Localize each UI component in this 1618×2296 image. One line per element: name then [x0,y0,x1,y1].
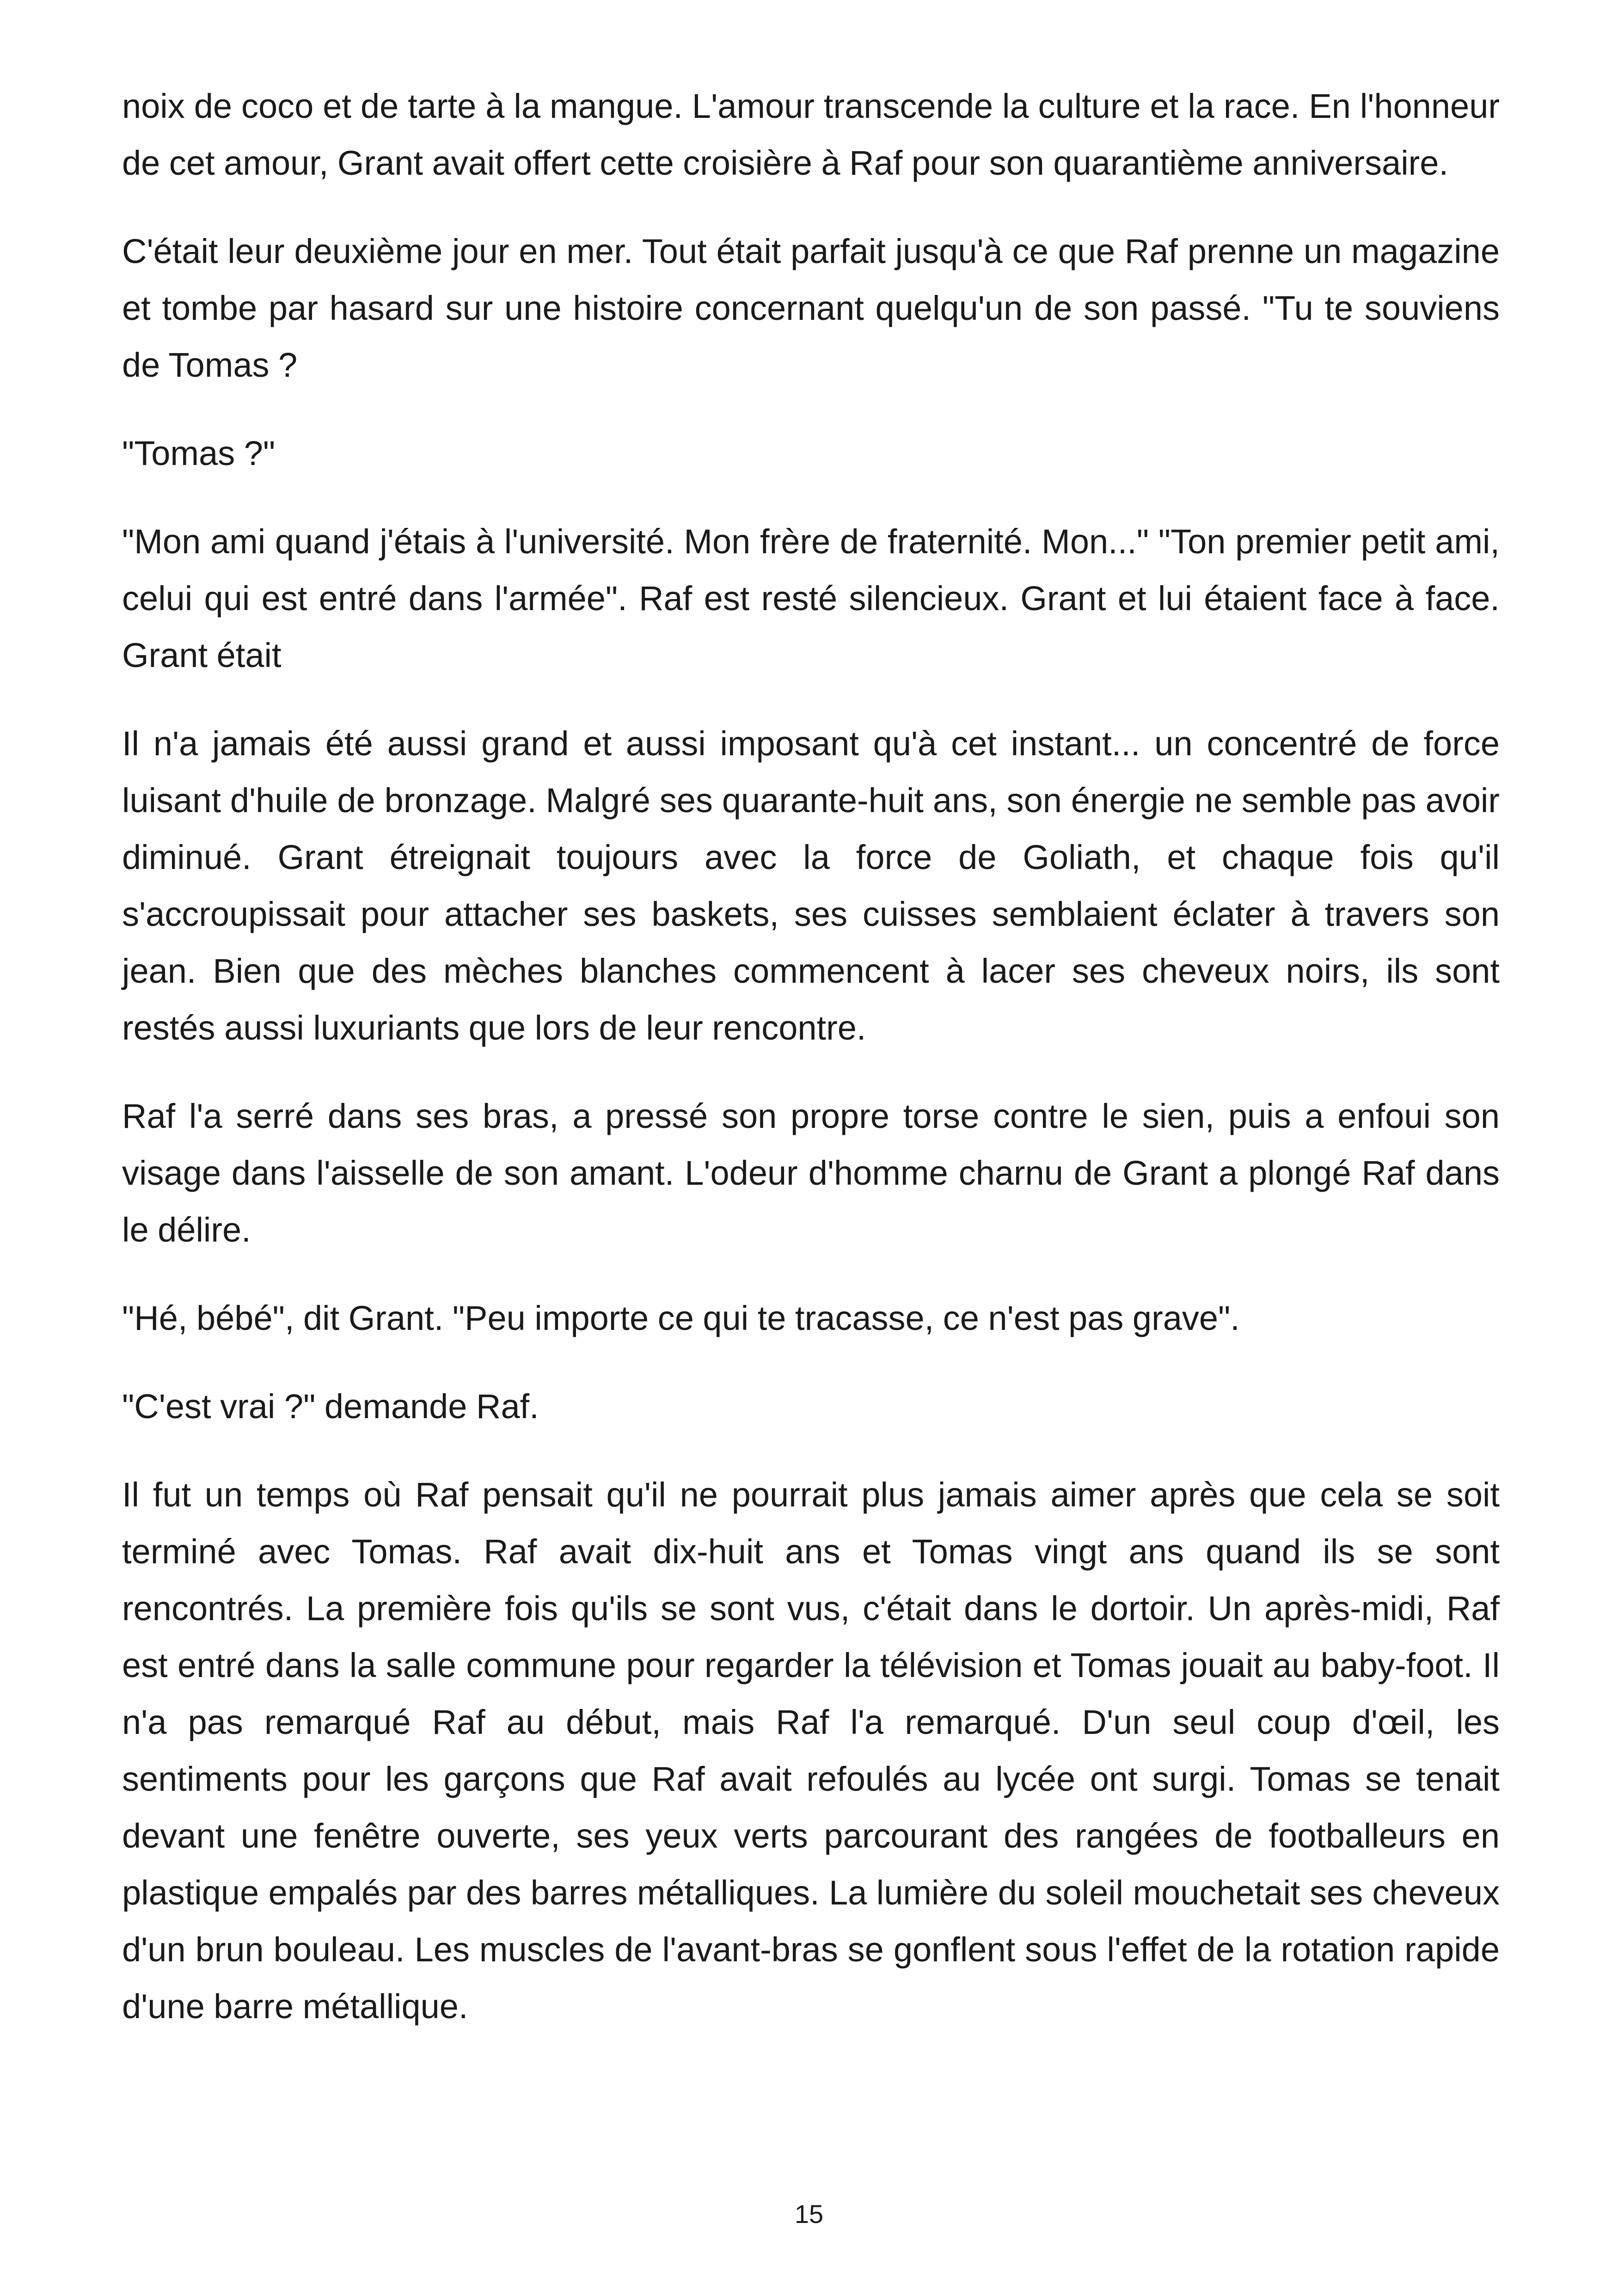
paragraph: "Tomas ?" [122,434,276,472]
page-body [122,78,1500,2066]
paragraph: noix de coco et de tarte à la mangue. L'amour transcende la culture et la race. En l'honneur de cet amour, Grant avait offert cette croisière à Raf pour son quarantième anniversaire. [122,87,1500,182]
paragraph: C'était leur deuxième jour en mer. Tout était parfait jusqu'à ce que Raf prenne un magazine et tombe par hasard sur une histoire concernant quelqu'un de son passé. "Tu te souviens de Tomas ? [122,232,1500,384]
paragraph: Raf l'a serré dans ses bras, a pressé son propre torse contre le sien, puis a enfoui son visage dans l'aisselle de son amant. L'odeur d'homme charnu de Grant a plongé Raf dans le délire. [122,1097,1500,1249]
paragraph: "Hé, bébé", dit Grant. "Peu importe ce qui te tracasse, ce n'est pas grave". [122,1299,1240,1337]
page-number: 15 [794,2199,824,2229]
paragraph: "Mon ami quand j'étais à l'université. Mon frère de fraternité. Mon..." "Ton premier petit ami, celui qui est entré dans l'armée". Raf est resté silencieux. Grant et lui étaient face à face. Grant était [122,522,1500,674]
paragraph: "C'est vrai ?" demande Raf. [122,1387,539,1426]
paragraph: Il n'a jamais été aussi grand et aussi imposant qu'à cet instant... un concentré de force luisant d'huile de bronzage. Malgré ses quarante-huit ans, son énergie ne semble pas avoir diminué. Grant étreignait toujours avec la force de Goliath, et chaque fois qu'il s'accroupissait pour attacher ses baskets, ses cuisses semblaient éclater à travers son jean. Bien que des mèches blanches commencent à lacer ses cheveux noirs, ils sont restés aussi luxuriants que lors de leur rencontre. [122,724,1500,1047]
paragraph: Il fut un temps où Raf pensait qu'il ne pourrait plus jamais aimer après que cela se soit terminé avec Tomas. Raf avait dix-huit ans et Tomas vingt ans quand ils se sont rencontrés. La première fois qu'ils se sont vus, c'était dans le dortoir. Un après-midi, Raf est entré dans la salle commune pour regarder la télévision et Tomas jouait au baby-foot. Il n'a pas remarqué Raf au début, mais Raf l'a remarqué. D'un seul coup d'œil, les sentiments pour les garçons que Raf avait refoulés au lycée ont surgi. Tomas se tenait devant une fenêtre ouverte, ses yeux verts parcourant des rangées de footballeurs en plastique empalés par des barres métalliques. La lumière du soleil mouchetait ses cheveux d'un brun bouleau. Les muscles de l'avant-bras se gonflent sous l'effet de la rotation rapide d'une barre métallique. [122,1476,1500,2026]
